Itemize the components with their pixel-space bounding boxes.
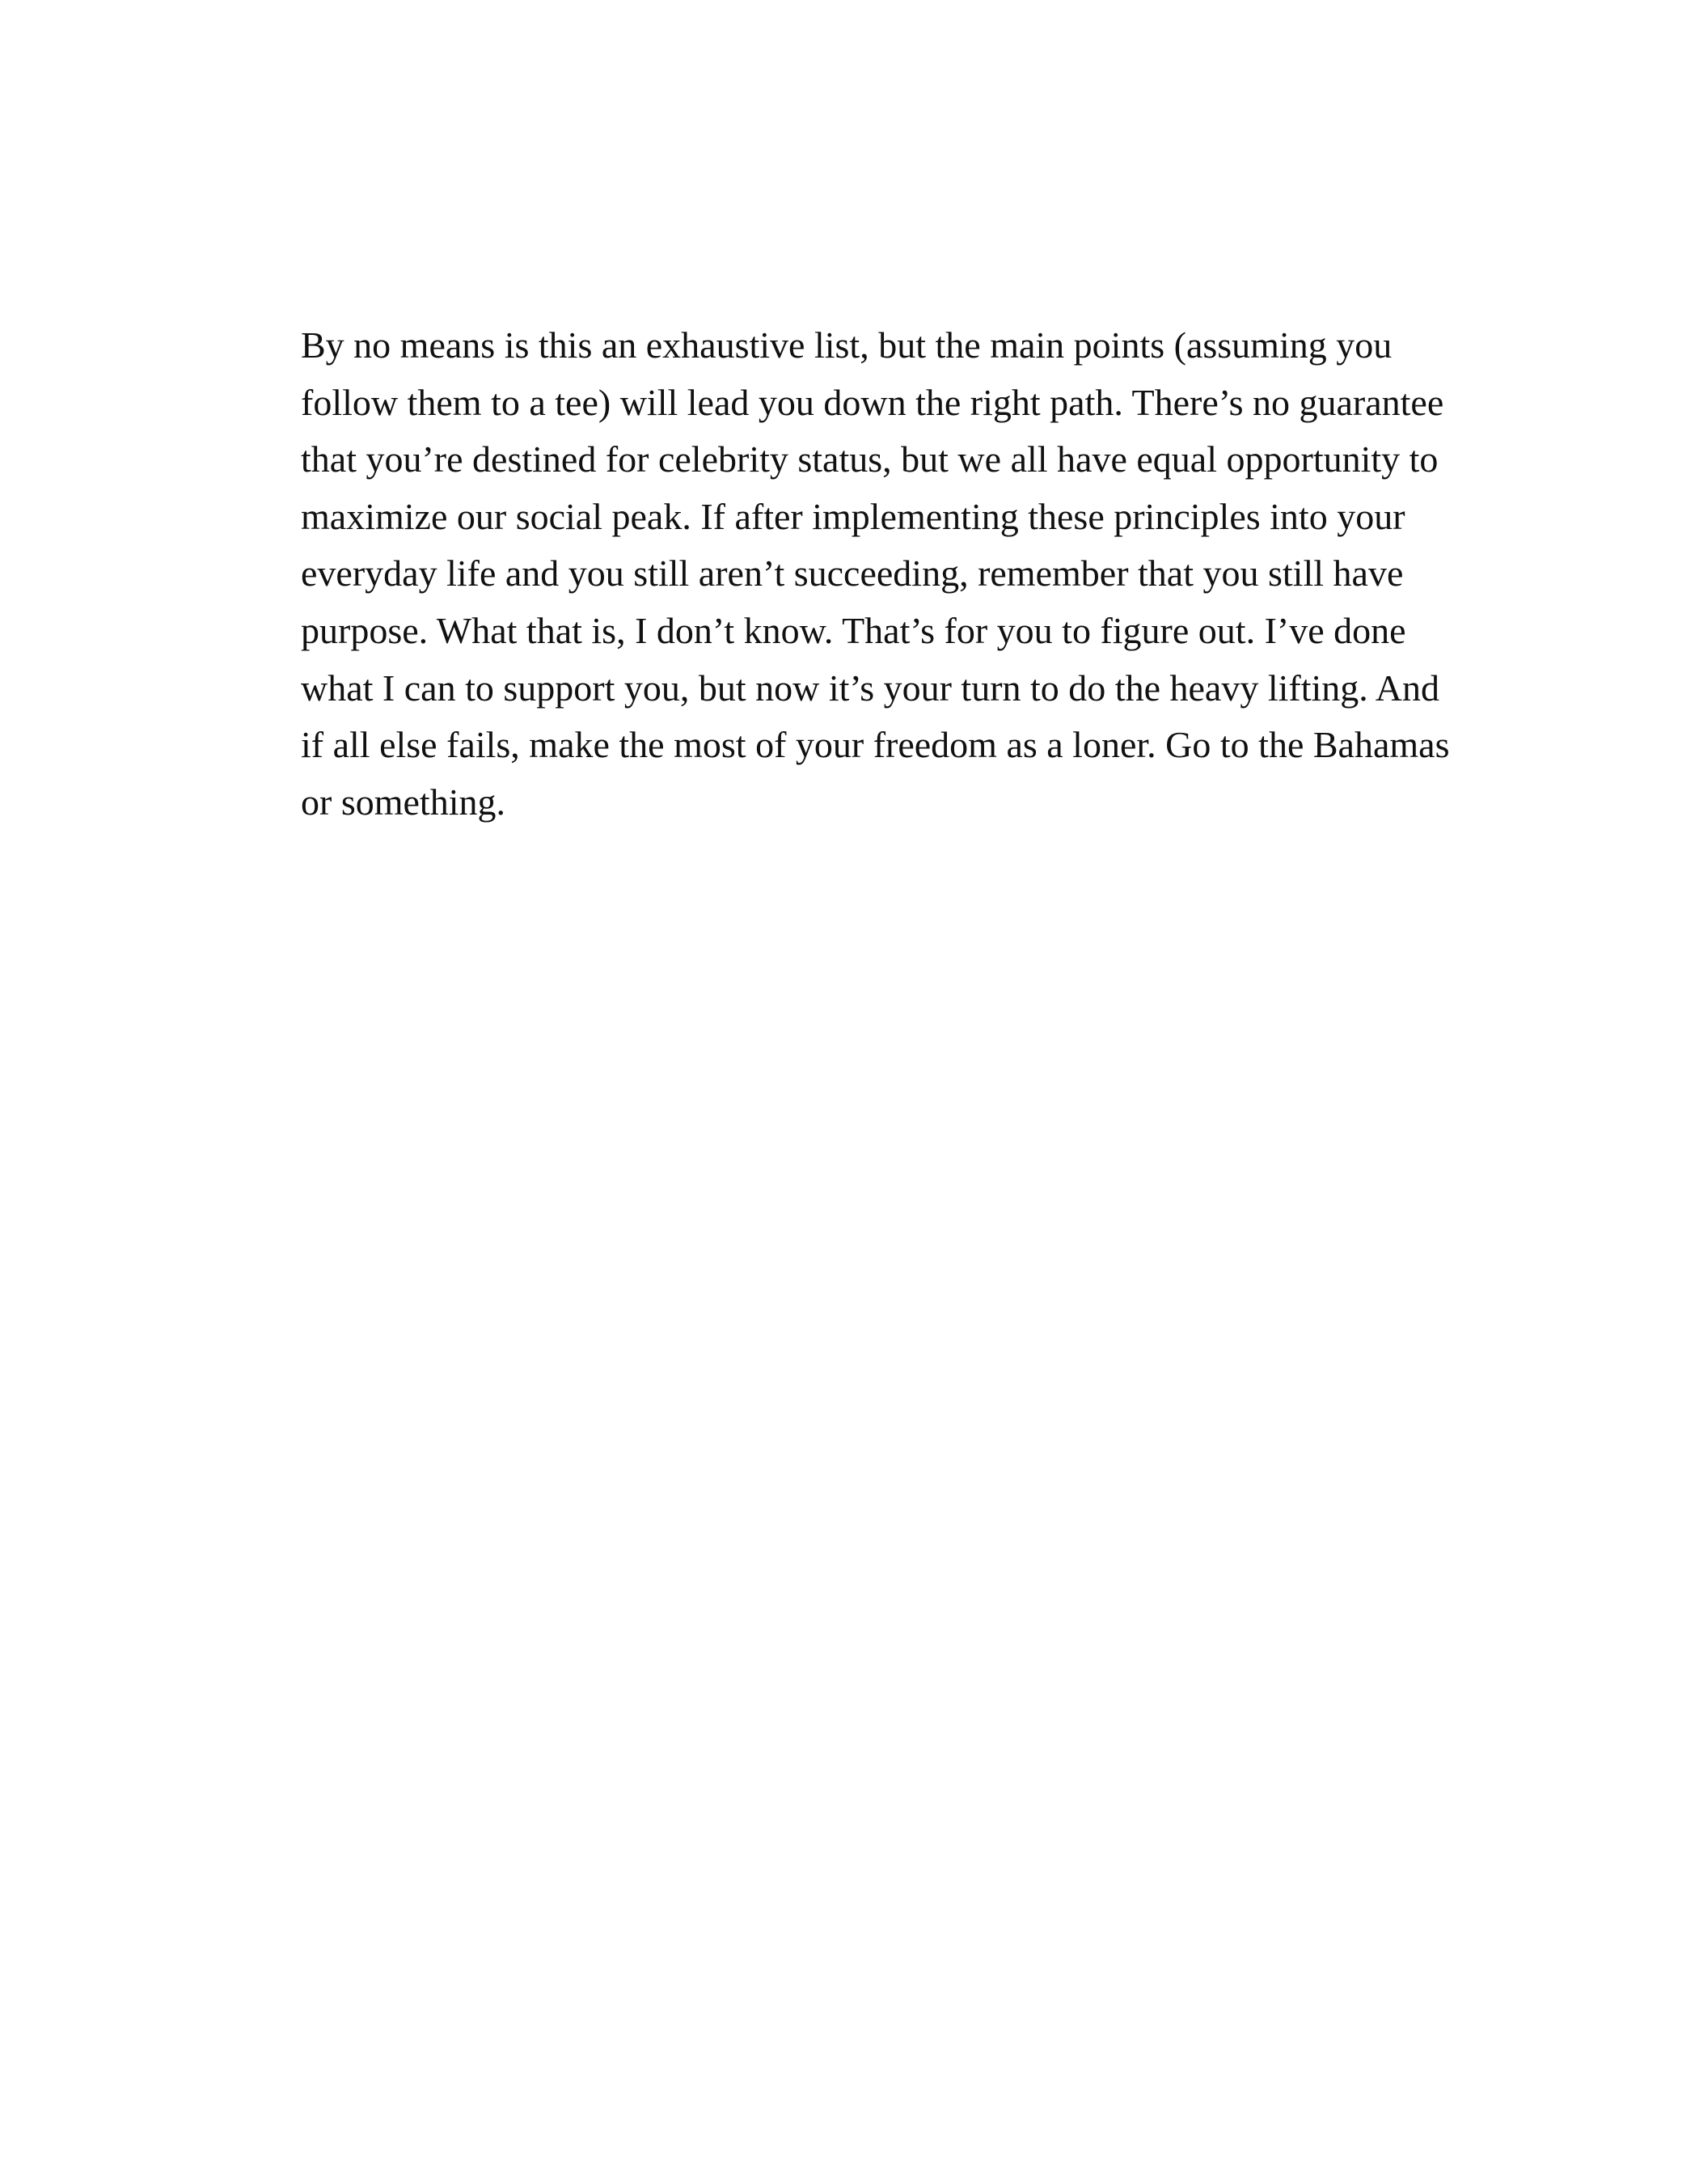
paragraph-line: follow them to a tee) will lead you down the right path. There’s no guarantee (301, 381, 1444, 423)
paragraph-line: if all else fails, make the most of your freedom as a loner. Go to the Bahamas (301, 724, 1450, 766)
paragraph-line: what I can to support you, but now it’s your turn to do the heavy lifting. And (301, 667, 1439, 709)
paragraph-line: maximize our social peak. If after implementing these principles into your (301, 495, 1405, 537)
paragraph-line: everyday life and you still aren’t succeeding, remember that you still have (301, 552, 1404, 595)
paragraph-line: purpose. What that is, I don’t know. That’s for you to figure out. I’ve done (301, 609, 1406, 651)
paragraph-line: or something. (301, 781, 505, 823)
paragraph-line: By no means is this an exhaustive list, but the main points (assuming you (301, 324, 1393, 366)
body-paragraph (301, 317, 1465, 831)
paragraph-line: that you’re destined for celebrity status, but we all have equal opportunity to (301, 438, 1439, 480)
